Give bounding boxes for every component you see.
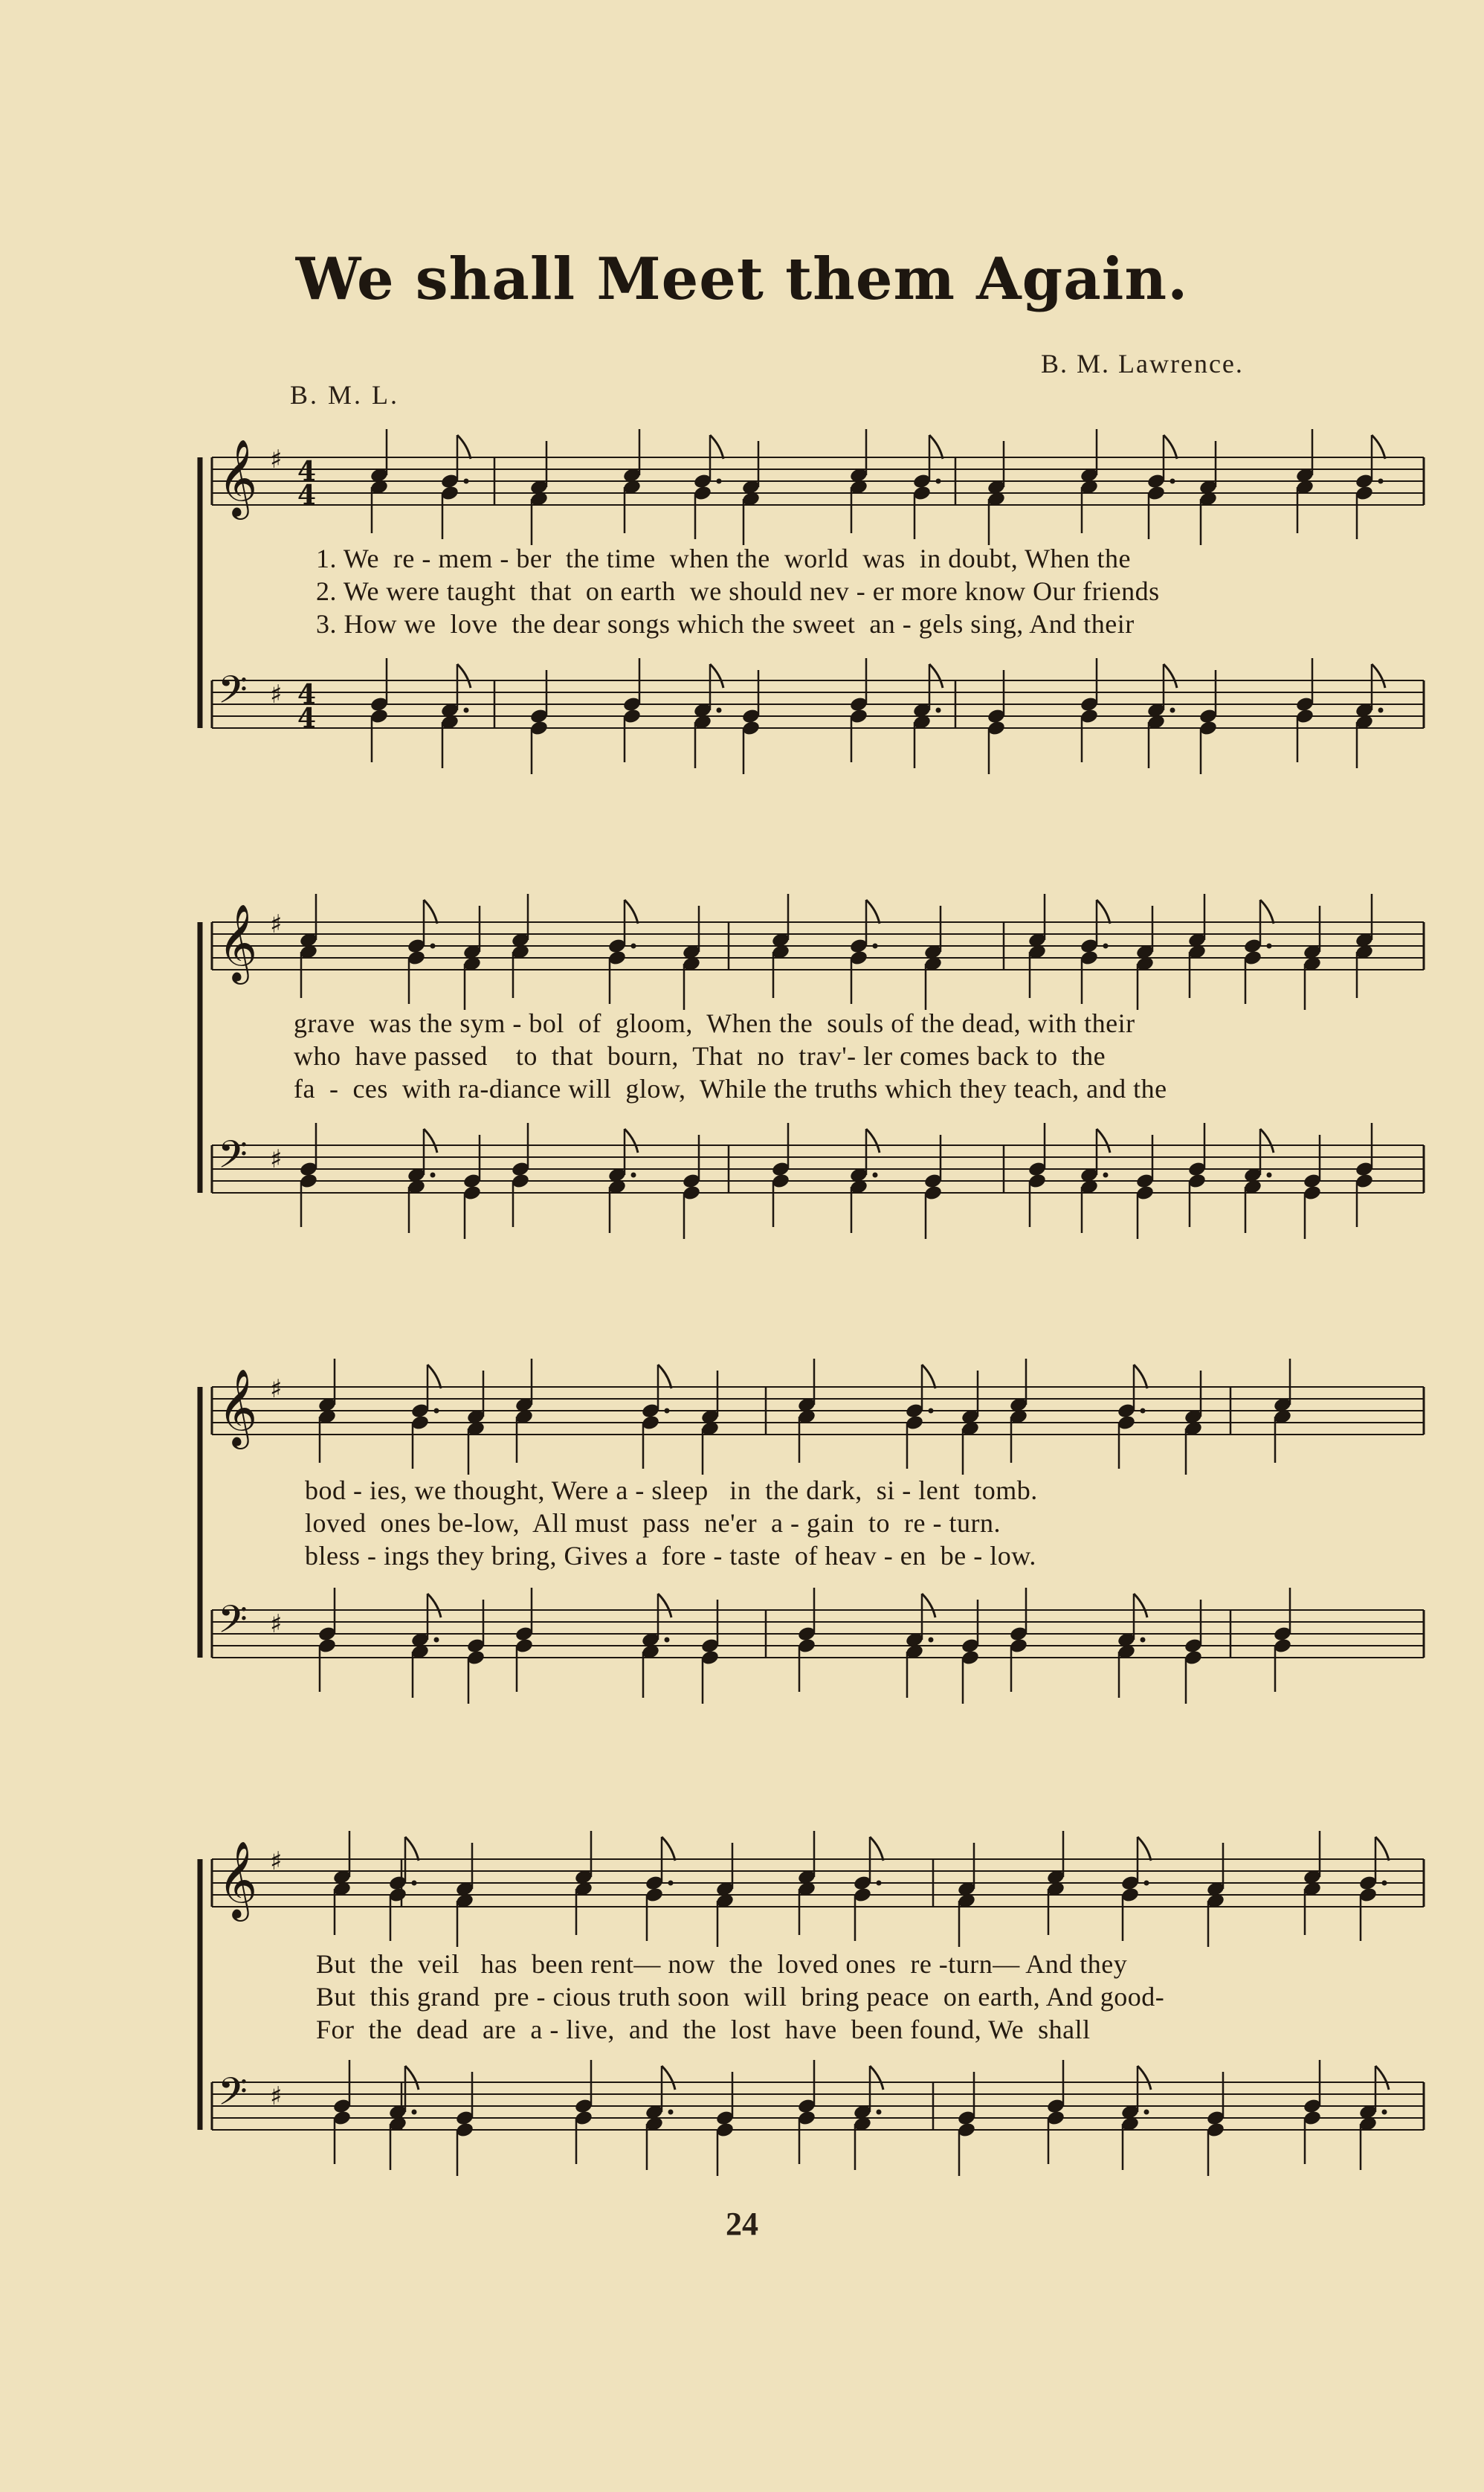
sharp-key-signature: ♯ xyxy=(270,1847,283,1876)
note-dot xyxy=(1378,479,1384,484)
sharp-key-signature: ♯ xyxy=(270,909,283,939)
note-flag xyxy=(866,1129,880,1153)
time-signature: 4 xyxy=(297,679,317,710)
treble-clef-icon: 𝄞 xyxy=(218,1841,258,1919)
note-flag xyxy=(710,664,723,688)
note-flag xyxy=(1375,1837,1389,1861)
note-flag xyxy=(1372,664,1385,688)
lyric-verse-3: For the dead are a - live, and the lost have been found, We shall xyxy=(316,2015,1091,2044)
note-dot xyxy=(929,1408,934,1414)
note-dot xyxy=(434,1408,439,1414)
bass-clef-icon: 𝄢 xyxy=(218,2069,248,2123)
sharp-key-signature: ♯ xyxy=(270,445,283,474)
page-number: 24 xyxy=(726,2206,758,2242)
note-dot xyxy=(873,1173,878,1178)
note-dot xyxy=(1170,708,1175,713)
note-flag xyxy=(1260,1129,1274,1153)
note-dot xyxy=(877,2110,882,2115)
note-flag xyxy=(870,1837,883,1861)
note-flag xyxy=(625,900,638,924)
bass-clef-icon: 𝄢 xyxy=(218,667,248,721)
music-system-3 xyxy=(190,1353,1424,1696)
note-dot xyxy=(877,1881,882,1886)
lyric-verse-1: 1. We re - mem - ber the time when the world was in doubt, When the xyxy=(316,544,1132,573)
note-flag xyxy=(929,664,943,688)
note-dot xyxy=(631,944,636,949)
note-flag xyxy=(1372,435,1385,459)
note-dot xyxy=(1267,944,1272,949)
note-dot xyxy=(668,1881,674,1886)
note-flag xyxy=(625,1129,638,1153)
note-flag xyxy=(424,1129,437,1153)
sharp-key-signature: ♯ xyxy=(270,680,283,709)
note-dot xyxy=(1103,1173,1109,1178)
note-flag xyxy=(1138,1837,1151,1861)
note-flag xyxy=(1164,664,1177,688)
lyric-verse-1: But the veil has been rent— now the loved ones re -turn— And they xyxy=(316,1949,1128,1979)
note-dot xyxy=(464,708,469,713)
music-system-4 xyxy=(190,1826,1424,2183)
note-flag xyxy=(658,1594,671,1617)
lyric-verse-2: who have passed to that bourn, That no trav'- ler comes back to the xyxy=(294,1041,1106,1071)
lyric-verse-1: grave was the sym - bol of gloom, When the souls of the dead, with their xyxy=(294,1008,1135,1038)
hymn-title: We shall Meet them Again. xyxy=(295,245,1189,313)
note-dot xyxy=(1144,1881,1149,1886)
note-dot xyxy=(936,708,941,713)
lyric-verse-2: 2. We were taught that on earth we should nev - er more know Our friends xyxy=(316,576,1160,606)
note-dot xyxy=(665,1638,670,1643)
note-dot xyxy=(717,479,722,484)
note-dot xyxy=(1382,1881,1387,1886)
note-flag xyxy=(922,1365,935,1388)
note-flag xyxy=(662,1837,675,1861)
composer-credit: B. M. Lawrence. xyxy=(1041,349,1244,379)
sharp-key-signature: ♯ xyxy=(270,1609,283,1639)
note-dot xyxy=(936,479,941,484)
note-dot xyxy=(1103,944,1109,949)
note-flag xyxy=(658,1365,671,1388)
note-flag xyxy=(457,435,471,459)
note-flag xyxy=(1375,2066,1389,2090)
sharp-key-signature: ♯ xyxy=(270,2082,283,2111)
note-dot xyxy=(1267,1173,1272,1178)
sharp-key-signature: ♯ xyxy=(270,1374,283,1404)
music-system-2 xyxy=(190,889,1424,1231)
note-flag xyxy=(405,1837,419,1861)
note-flag xyxy=(929,435,943,459)
time-signature: 4 xyxy=(297,703,317,734)
note-dot xyxy=(1144,2110,1149,2115)
note-dot xyxy=(1141,1638,1146,1643)
note-dot xyxy=(631,1173,636,1178)
sharp-key-signature: ♯ xyxy=(270,1144,283,1174)
lyric-verse-2: But this grand pre - cious truth soon will bring peace on earth, And good- xyxy=(316,1982,1165,2012)
lyric-verse-3: fa - ces with ra-diance will glow, While the truths which they teach, and the xyxy=(294,1074,1167,1104)
note-dot xyxy=(717,708,722,713)
note-dot xyxy=(1141,1408,1146,1414)
lyric-verse-2: loved ones be-low, All must pass ne'er a - gain to re - turn. xyxy=(305,1508,1001,1538)
note-flag xyxy=(405,2066,419,2090)
treble-clef-icon: 𝄞 xyxy=(218,904,258,982)
note-dot xyxy=(668,2110,674,2115)
lyric-verse-3: 3. How we love the dear songs which the sweet an - gels sing, And their xyxy=(316,609,1135,639)
note-flag xyxy=(428,1365,441,1388)
note-flag xyxy=(1260,900,1274,924)
lyric-verse-3: bless - ings they bring, Gives a fore - taste of heav - en be - low. xyxy=(305,1541,1036,1571)
note-flag xyxy=(870,2066,883,2090)
note-flag xyxy=(710,435,723,459)
bass-clef-icon: 𝄢 xyxy=(218,1597,248,1651)
note-flag xyxy=(1134,1365,1147,1388)
note-dot xyxy=(430,944,436,949)
note-dot xyxy=(1382,2110,1387,2115)
lyricist-credit: B. M. L. xyxy=(290,380,400,410)
note-flag xyxy=(1138,2066,1151,2090)
note-dot xyxy=(929,1638,934,1643)
note-flag xyxy=(428,1594,441,1617)
note-flag xyxy=(1097,900,1110,924)
treble-clef-icon: 𝄞 xyxy=(218,439,258,517)
note-dot xyxy=(464,479,469,484)
note-dot xyxy=(412,2110,417,2115)
note-dot xyxy=(1170,479,1175,484)
note-dot xyxy=(430,1173,436,1178)
note-flag xyxy=(424,900,437,924)
time-signature: 4 xyxy=(297,456,317,487)
note-flag xyxy=(457,664,471,688)
note-dot xyxy=(412,1881,417,1886)
note-dot xyxy=(434,1638,439,1643)
note-dot xyxy=(1378,708,1384,713)
bass-clef-icon: 𝄢 xyxy=(218,1132,248,1186)
note-flag xyxy=(866,900,880,924)
note-flag xyxy=(922,1594,935,1617)
note-flag xyxy=(662,2066,675,2090)
note-dot xyxy=(873,944,878,949)
note-flag xyxy=(1164,435,1177,459)
time-signature: 4 xyxy=(297,480,317,511)
note-flag xyxy=(1134,1594,1147,1617)
lyric-verse-1: bod - ies, we thought, Were a - sleep in the dark, si - lent tomb. xyxy=(305,1475,1038,1505)
note-flag xyxy=(1097,1129,1110,1153)
music-system-1 xyxy=(190,424,1424,766)
treble-clef-icon: 𝄞 xyxy=(218,1368,258,1446)
note-dot xyxy=(665,1408,670,1414)
